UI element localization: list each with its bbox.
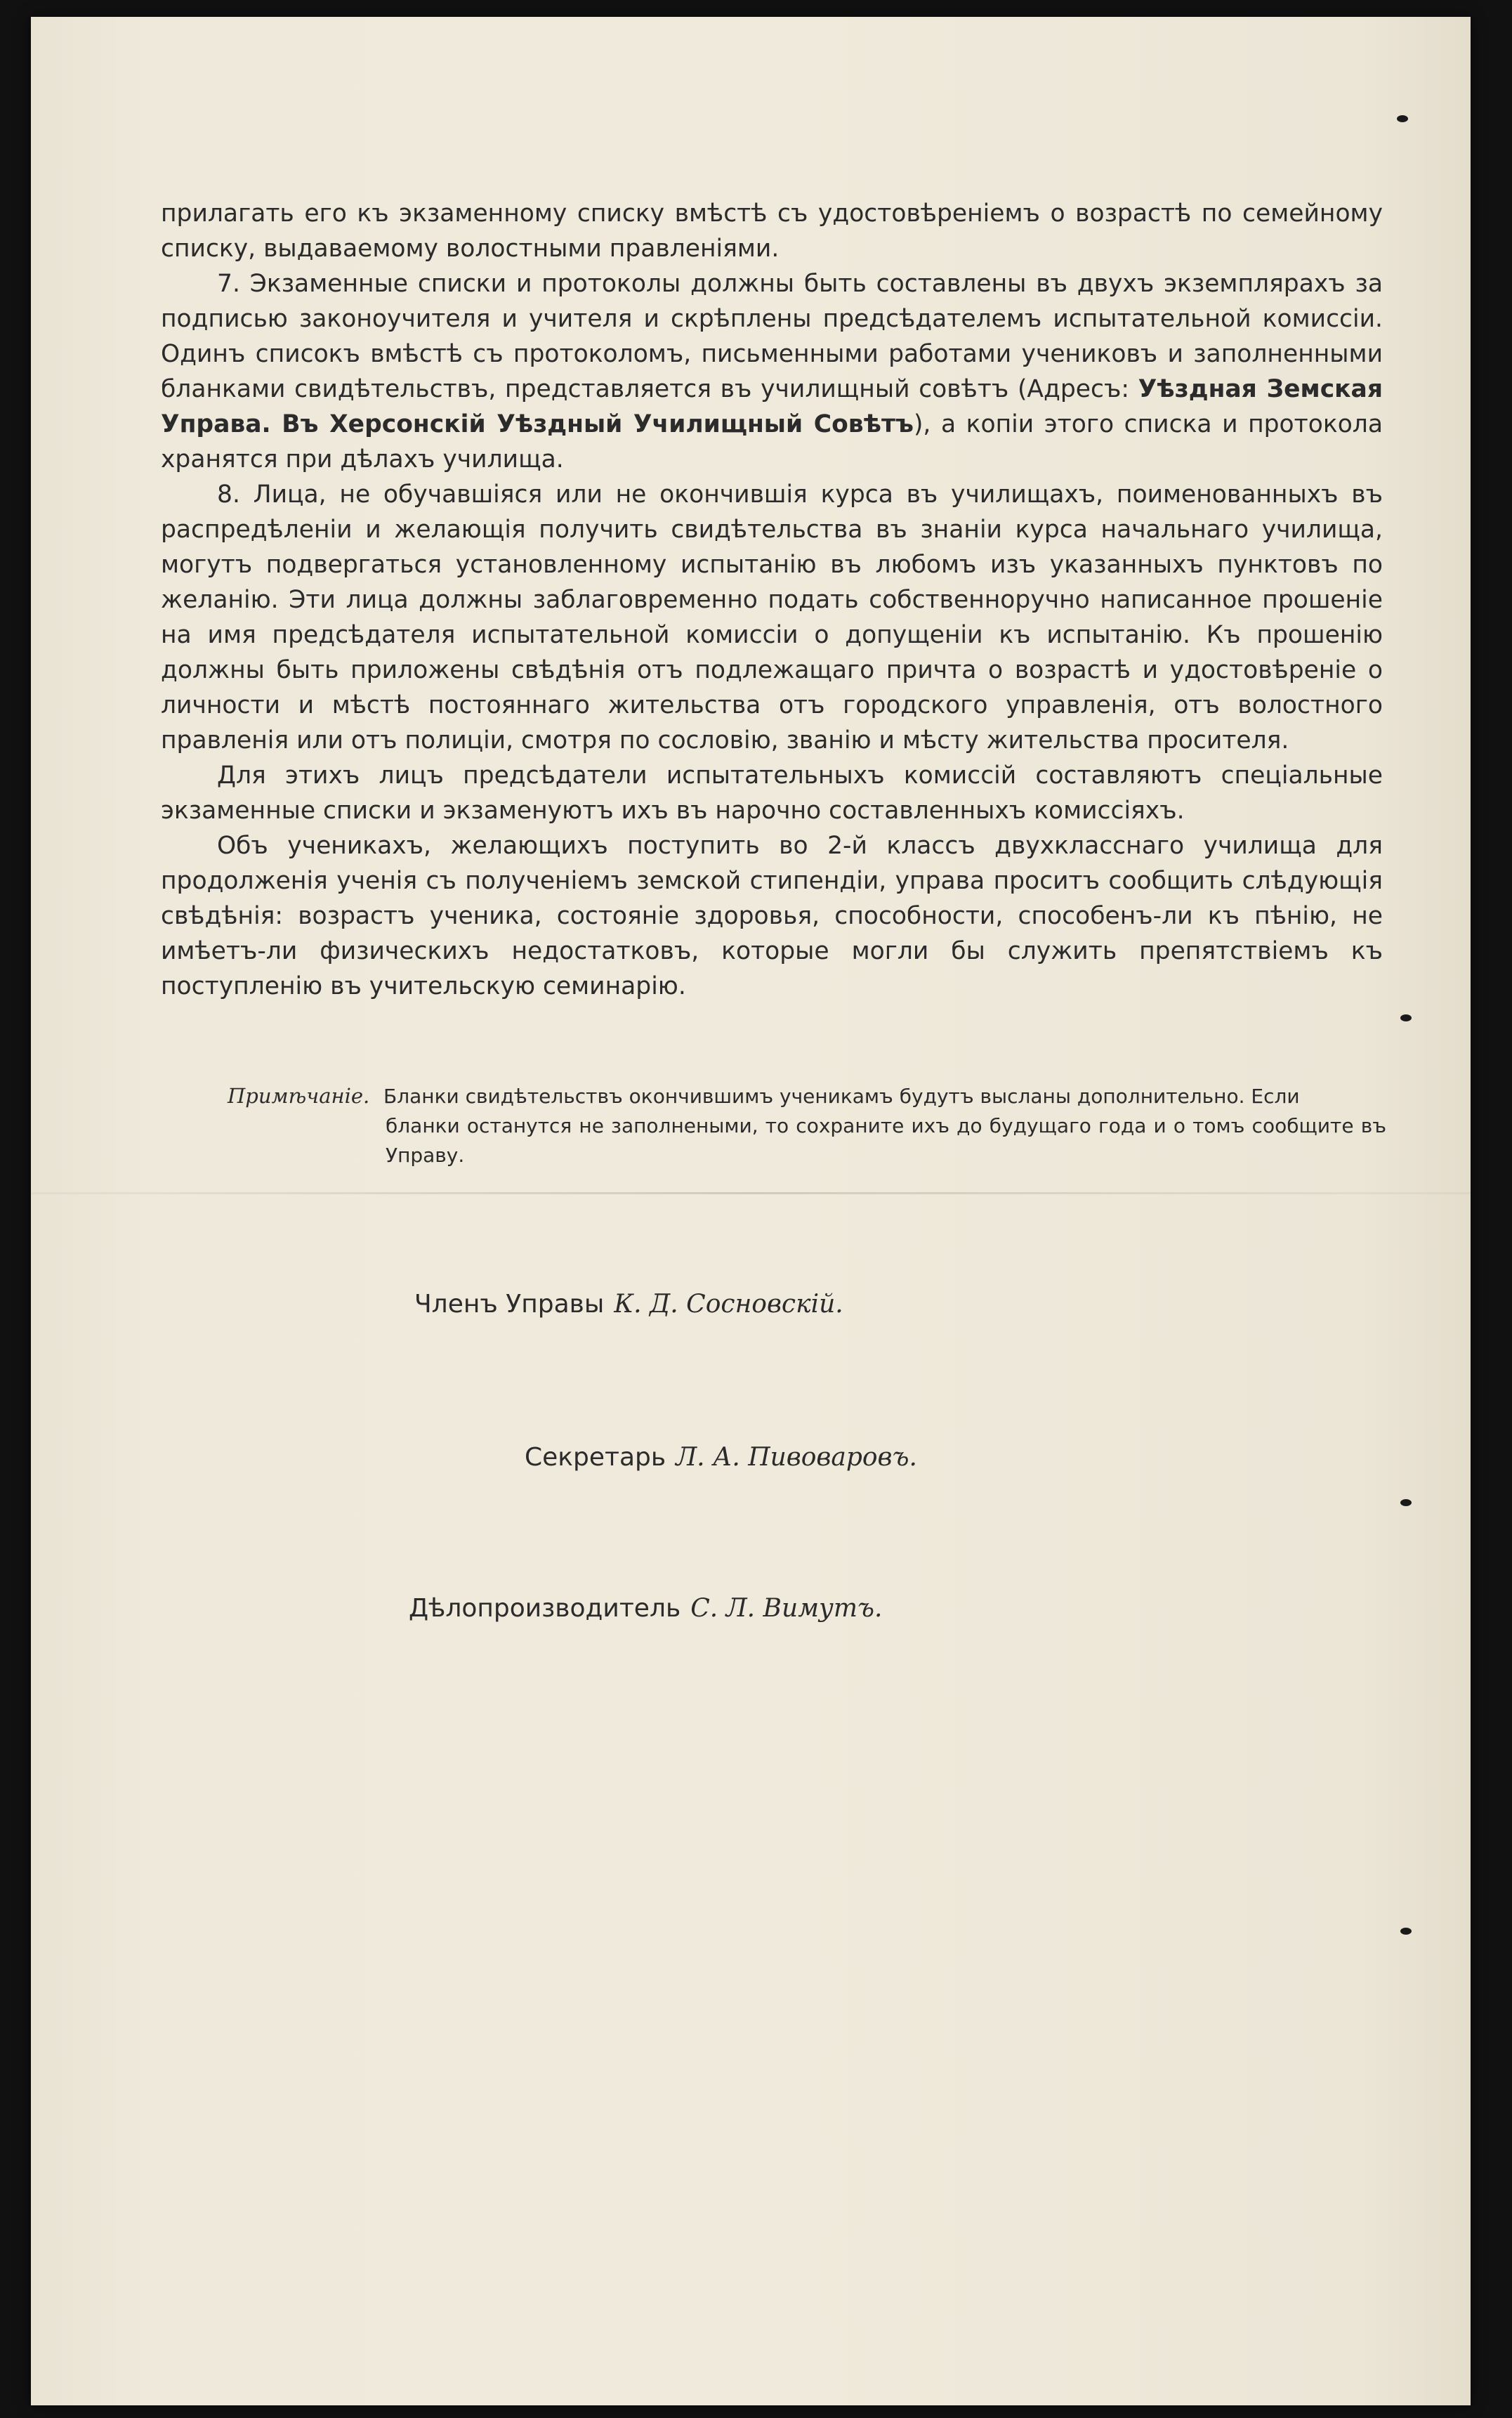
binding-hole (1397, 115, 1408, 122)
binding-hole (1400, 1928, 1412, 1935)
signature-clerk (409, 1594, 883, 1623)
binding-hole (1400, 1499, 1412, 1506)
main-text (161, 196, 1383, 1004)
document-page (31, 17, 1471, 2405)
note-label: Примѣчаніе. (228, 1084, 370, 1108)
signature-title: Секретарь (525, 1443, 666, 1472)
signature-title: Дѣлопроизводитель (409, 1594, 681, 1623)
address-bold: Уѣздная Земская Управа. Въ Херсонскій Уѣздный Училищный Совѣтъ (161, 375, 1383, 438)
note-text-rest: бланки останутся не заполнеными, то сохраните ихъ до будущаго года и о томъ сообщите въ Управу. (386, 1114, 1386, 1167)
binding-hole (1400, 1014, 1412, 1021)
signature-name: Л. А. Пивоваровъ. (676, 1443, 917, 1472)
signature-name: С. Л. Вимутъ. (690, 1594, 883, 1623)
paragraph-special-lists: Для этихъ лицъ предсѣдатели испытательныхъ комиссій составляютъ спеціальные экзаменные списки и экзаменуютъ ихъ въ нарочно составленныхъ комиссіяхъ. (161, 762, 1383, 825)
signature-secretary (525, 1443, 917, 1472)
signature-member (414, 1290, 843, 1319)
paragraph-8: 8. Лица, не обучавшіяся или не окончившія курса въ училищахъ, поименованныхъ въ распредѣленіи и желающія получить свидѣтельства въ знаніи курса начальнаго училища, могутъ подвергаться установленному испытанію въ любомъ изъ указанныхъ пунктовъ по желанію. Эти лица должны заблаговременно подать собственноручно написанное прошеніе на имя предсѣдателя испытательной комиссіи о допущеніи къ испытанію. Къ прошенію должны быть приложены свѣдѣнія отъ подлежащаго причта о возрастѣ и удостовѣреніе о личности и мѣстѣ постояннаго жительства отъ городского управленія, отъ волостного правленія или отъ полиціи, смотря по сословію, званію и мѣсту жительства просителя. (161, 481, 1383, 754)
signature-name: К. Д. Сосновскій. (614, 1290, 843, 1319)
note-block (228, 1081, 1386, 1170)
note-text-line1: Бланки свидѣтельствъ окончившимъ ученикамъ будутъ высланы дополнительно. Если (383, 1085, 1300, 1108)
paragraph-7: 7. Экзаменные списки и протоколы должны быть составлены въ двухъ экземплярахъ за подписью законоучителя и учителя и скрѣплены предсѣдателемъ испытательной комиссіи. Одинъ списокъ вмѣстѣ съ протоколомъ, письменными работами учениковъ и заполненными бланками свидѣтельствъ, представляется въ училищный совѣтъ (Адресъ: Уѣздная Земская Управа. Въ Херсонскій Уѣздный Училищный Совѣтъ), а копіи этого списка и протокола хранятся при дѣлахъ училища. (161, 270, 1383, 473)
paper-fold-line (31, 1192, 1471, 1194)
signature-title: Членъ Управы (414, 1290, 605, 1319)
paragraph-continuation: прилагать его къ экзаменному списку вмѣстѣ съ удостовѣреніемъ о возрастѣ по семейному списку, выдаваемому волостными правленіями. (161, 200, 1383, 263)
paragraph-second-class: Объ ученикахъ, желающихъ поступить во 2-й классъ двухкласснаго училища для продолженія ученія съ полученіемъ земской стипендіи, управа проситъ сообщить слѣдующія свѣдѣнія: возрастъ ученика, состояніе здоровья, способности, способенъ-ли къ пѣнію, не имѣетъ-ли физическихъ недостатковъ, которые могли бы служить препятствіемъ къ поступленію въ учительскую семинарію. (161, 832, 1383, 1000)
